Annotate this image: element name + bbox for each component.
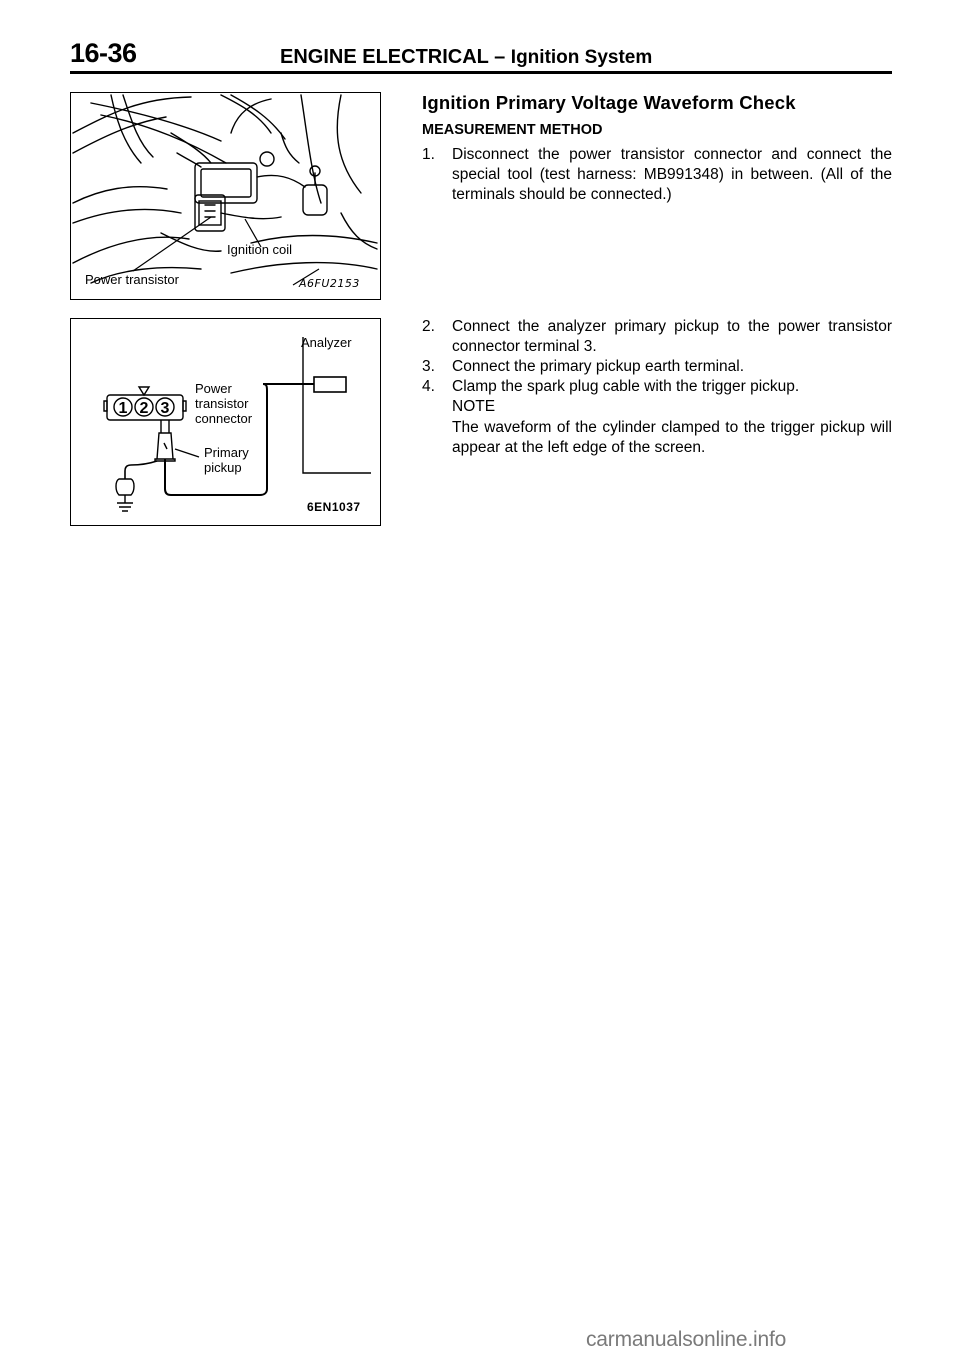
- header-title-main: ENGINE ELECTRICAL: [280, 46, 489, 68]
- label-power-transistor-connector: [195, 382, 252, 427]
- note-label: NOTE: [452, 398, 496, 415]
- header-title-sub: Ignition System: [510, 47, 653, 68]
- figure-code: A6FU2153: [299, 277, 360, 290]
- step-item: [422, 317, 892, 357]
- header-rule: [70, 71, 892, 74]
- watermark: carmanualsonline.info: [586, 1328, 787, 1351]
- figure-code: 6EN1037: [307, 500, 361, 514]
- step-number: 1.: [422, 146, 435, 163]
- terminal-2: 2: [139, 400, 149, 417]
- step-item: [422, 145, 892, 205]
- note-text: The waveform of the cylinder clamped to the trigger pickup will appear at the left edge of the screen.: [452, 419, 892, 456]
- figure-engine-bay: [70, 92, 381, 300]
- step-number: 3.: [422, 358, 435, 375]
- step-text: Connect the primary pickup earth terminal.: [452, 358, 745, 375]
- page-number: 16-36: [70, 38, 137, 68]
- step-number: 4.: [422, 378, 435, 395]
- label-connector-line2: transistor: [195, 395, 249, 411]
- step-text: Clamp the spark plug cable with the trigger pickup.: [452, 378, 800, 395]
- label-analyzer: Analyzer: [301, 335, 352, 350]
- label-pickup-line1: Primary: [204, 445, 249, 460]
- section-title: Ignition Primary Voltage Waveform Check: [422, 92, 796, 113]
- step-item: [422, 377, 892, 397]
- terminal-1: 1: [118, 400, 128, 417]
- label-power-transistor: Power transistor: [85, 272, 179, 287]
- engine-bay-illustration: [71, 93, 380, 299]
- step-text: Connect the analyzer primary pickup to the power transistor connector terminal 3.: [452, 318, 892, 355]
- step-number: 2.: [422, 318, 435, 335]
- page-header: [70, 38, 892, 72]
- label-pickup-line2: pickup: [204, 459, 242, 475]
- figure-analyzer-connection: [70, 318, 381, 526]
- header-title-separator: –: [488, 46, 511, 68]
- header-title: [280, 46, 652, 69]
- label-connector-line3: connector: [195, 410, 253, 426]
- label-primary-pickup: [204, 446, 249, 476]
- label-ignition-coil: Ignition coil: [227, 242, 293, 257]
- terminal-3: 3: [160, 400, 170, 417]
- subheading: MEASUREMENT METHOD: [422, 122, 603, 138]
- step-text: Disconnect the power transistor connector and connect the special tool (test harness: MB991348) in between. (All of the terminals should be connected.): [452, 146, 892, 203]
- label-connector-line1: Power: [195, 381, 232, 396]
- step-item: [422, 357, 892, 377]
